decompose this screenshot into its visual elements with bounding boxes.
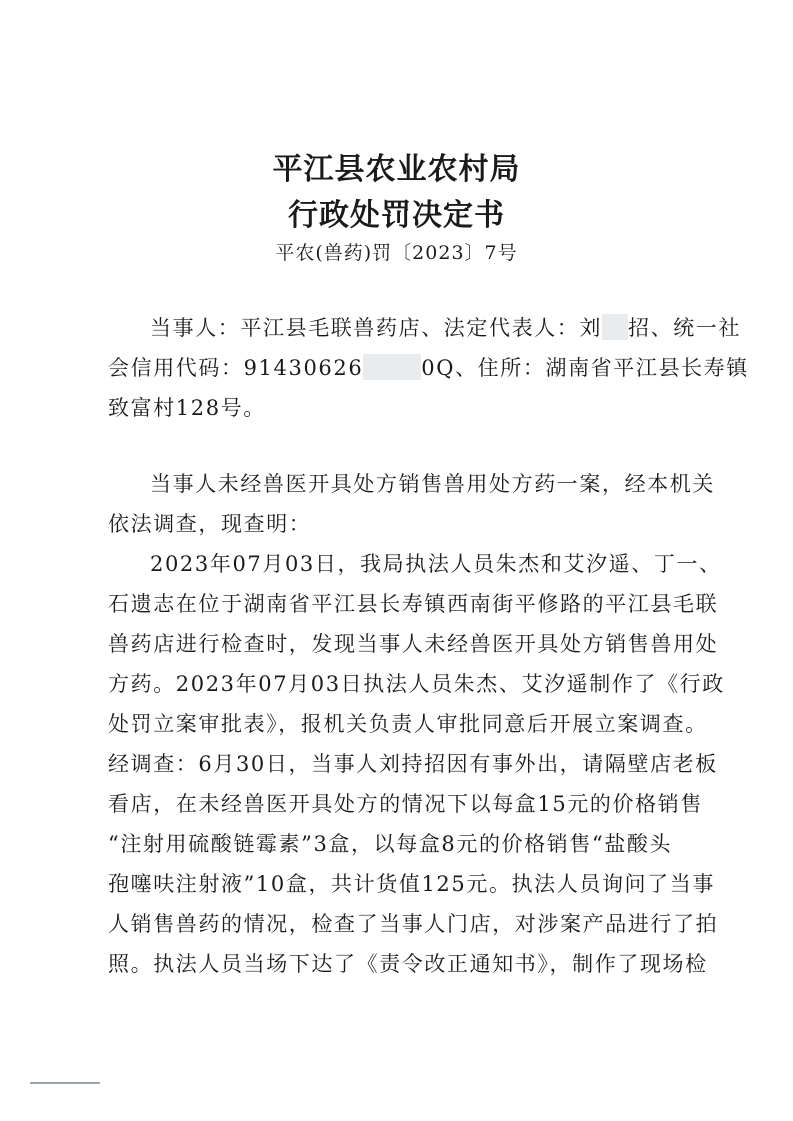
body-line: 兽药店进行检查时，发现当事人未经兽医开具处方销售兽用处 xyxy=(108,632,719,656)
party-line-2-text-a: 会信用代码：91430626 xyxy=(108,356,364,380)
body-line: 依法调查，现查明： xyxy=(108,512,312,536)
document-number: 平农(兽药)罚〔2023〕7号 xyxy=(275,242,518,264)
party-line-2 xyxy=(108,353,749,383)
body-line: 方药。2023年07月03日执法人员朱杰、艾汐遥制作了《行政 xyxy=(108,672,725,696)
party-line-1-text-a: 当事人：平江县毛联兽药店、法定代表人：刘 xyxy=(150,316,602,340)
body-line: 经调查：6月30日，当事人刘持招因有事外出，请隔壁店老板 xyxy=(108,752,718,776)
party-line-1 xyxy=(150,313,741,343)
issuing-authority-title: 平江县农业农村局 xyxy=(272,152,521,187)
redaction-block xyxy=(363,354,421,380)
document-type-title: 行政处罚决定书 xyxy=(288,198,505,233)
body-line: 2023年07月03日，我局执法人员朱杰和艾汐遥、丁一、 xyxy=(150,552,722,576)
party-line-2-text-b: 0Q、住所：湖南省平江县长寿镇 xyxy=(421,356,749,380)
party-line-1-text-b: 招、统一社 xyxy=(628,316,741,340)
party-line-3: 致富村128号。 xyxy=(108,396,266,420)
body-line: 处罚立案审批表》，报机关负责人审批同意后开展立案调查。 xyxy=(108,712,708,736)
body-line: 当事人未经兽医开具处方销售兽用处方药一案，经本机关 xyxy=(150,472,715,496)
body-line: 照。执法人员当场下达了《责令改正通知书》，制作了现场检 xyxy=(108,952,708,976)
scan-edge-mark xyxy=(30,1082,100,1084)
body-line: 看店，在未经兽医开具处方的情况下以每盒15元的价格销售 xyxy=(108,792,703,816)
redaction-block xyxy=(602,314,628,340)
body-line: 人销售兽药的情况，检查了当事人门店，对涉案产品进行了拍 xyxy=(108,912,719,936)
body-line: 孢噻呋注射液”10盒，共计货值125元。执法人员询问了当事 xyxy=(108,872,715,896)
body-line: “注射用硫酸链霉素”3盒，以每盒8元的价格销售“盐酸头 xyxy=(108,832,673,856)
body-line: 石遗志在位于湖南省平江县长寿镇西南街平修路的平江县毛联 xyxy=(108,592,719,616)
